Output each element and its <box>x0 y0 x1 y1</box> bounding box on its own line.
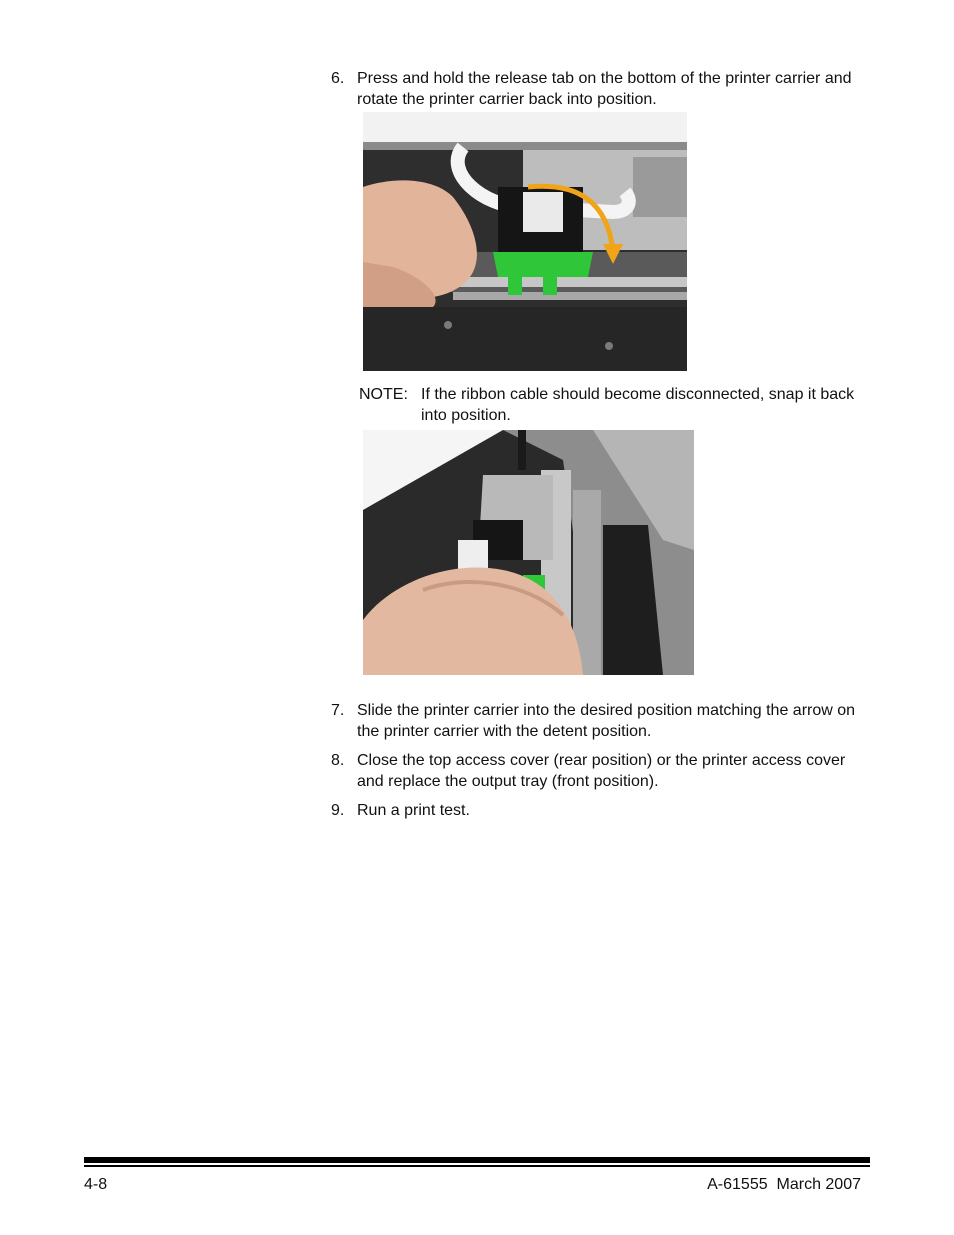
note-text: If the ribbon cable should become disconnected, snap it back into position. <box>421 386 855 424</box>
step-text: Close the top access cover (rear position) or the printer access cover and replace the output tray (front position). <box>357 752 846 790</box>
printer-carrier-rotate-photo <box>363 112 687 371</box>
ribbon-cable-photo <box>363 430 694 675</box>
step-9 <box>331 800 876 822</box>
step-text: Press and hold the release tab on the bottom of the printer carrier and rotate the printer carrier back into position. <box>357 70 852 108</box>
step-number: 9. <box>331 802 345 819</box>
step-text: Slide the printer carrier into the desired position matching the arrow on the printer carrier with the detent position. <box>357 702 856 740</box>
step-number: 6. <box>331 70 345 87</box>
step-8 <box>331 750 876 794</box>
page-number: 4-8 <box>84 1176 108 1193</box>
footer-rule-thin <box>84 1165 870 1167</box>
note-label: NOTE: <box>359 386 408 403</box>
step-7 <box>331 700 876 744</box>
step-number: 8. <box>331 752 345 769</box>
doc-info: A-61555 March 2007 <box>707 1176 861 1193</box>
step-number: 7. <box>331 702 345 719</box>
step-6 <box>331 68 876 112</box>
step-text: Run a print test. <box>357 802 470 819</box>
footer-rule-thick <box>84 1157 870 1163</box>
